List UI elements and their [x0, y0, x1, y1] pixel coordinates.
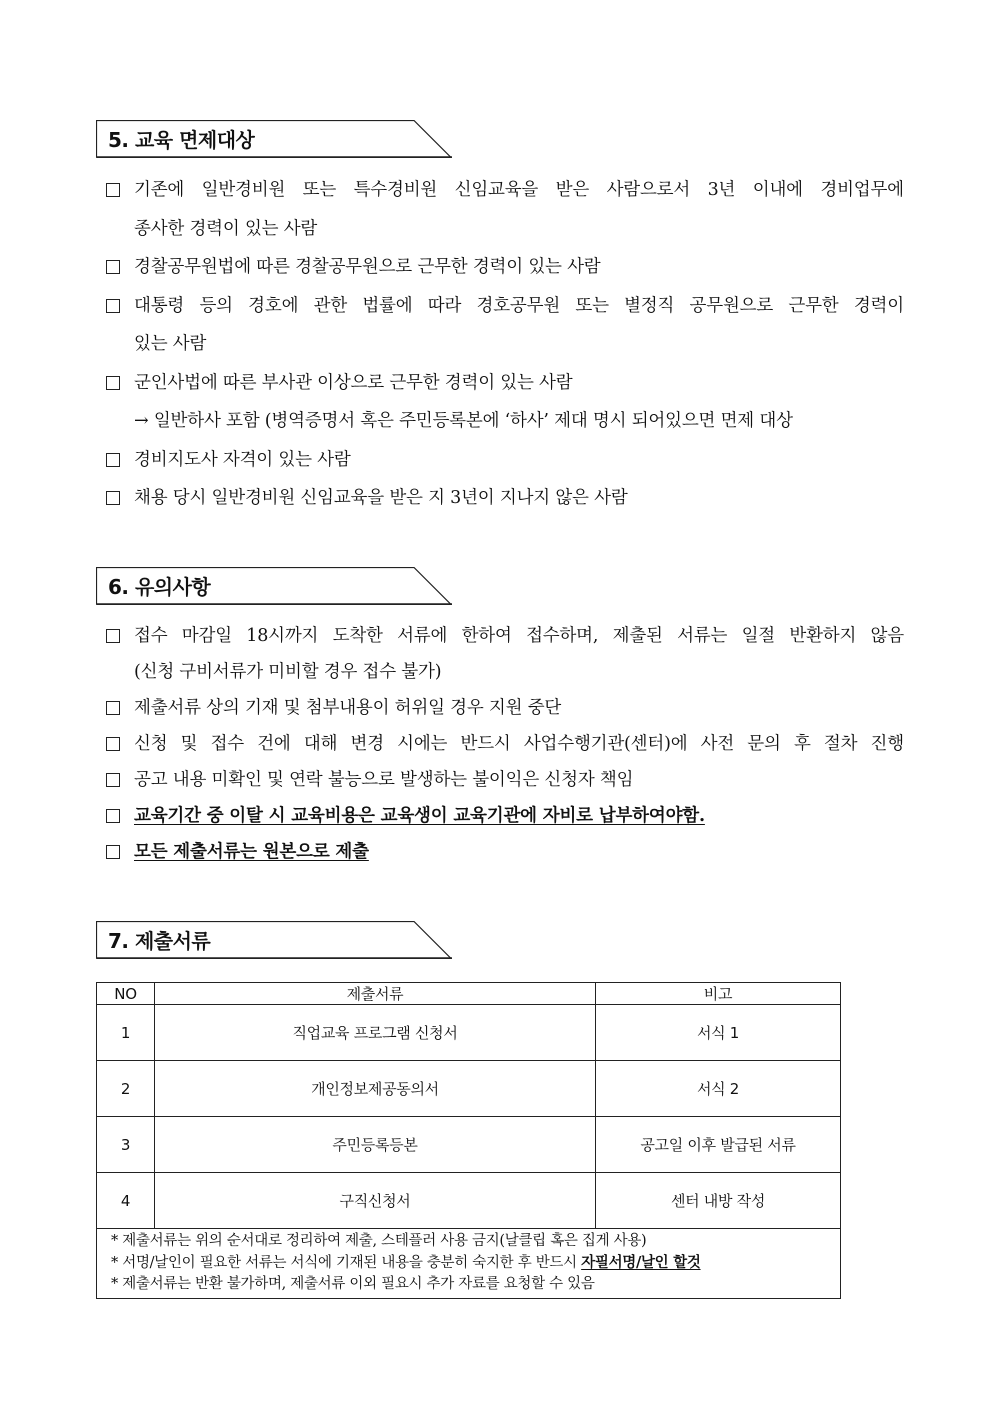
item-sub-line: → 일반하사 포함 (병역증명서 혹은 주민등록본에 ‘하사’ 제대 명시 되어있으면 면제 대상 [134, 411, 793, 431]
note-line: * 제출서류는 반환 불가하며, 제출서류 이외 필요시 추가 자료를 요청할 수 있음 [111, 1276, 595, 1292]
item-line: 제출서류 상의 기재 및 첨부내용이 허위일 경우 지원 중단 [134, 698, 562, 718]
checkbox-icon [106, 773, 120, 787]
checkbox-icon [106, 260, 120, 274]
cell-no: 2 [97, 1061, 155, 1117]
section-6-list [104, 618, 904, 870]
checkbox-icon [106, 809, 120, 823]
list-item-emphasized [104, 834, 904, 870]
checkbox-icon [106, 845, 120, 859]
list-item [104, 479, 904, 518]
col-header-remarks: 비고 [596, 983, 841, 1005]
col-header-no: NO [97, 983, 155, 1005]
item-line: 교육기간 중 이탈 시 교육비용은 교육생이 교육기관에 자비로 납부하여야함. [134, 806, 705, 826]
section-7-header [96, 921, 451, 959]
section-7-title: 7. 제출서류 [108, 929, 211, 953]
list-item [104, 171, 904, 248]
item-line: 기존에 일반경비원 또는 특수경비원 신임교육을 받은 사람으로서 3년 이내에 경비업무에 [134, 180, 904, 200]
table-row [97, 1005, 841, 1061]
item-line: 신청 및 접수 건에 대해 변경 시에는 반드시 사업수행기관(센터)에 사전 문의 후 절차 진행 [134, 734, 904, 754]
list-item-emphasized [104, 798, 904, 834]
cell-no: 3 [97, 1117, 155, 1173]
item-line: 종사한 경력이 있는 사람 [134, 218, 318, 239]
section-5-title: 5. 교육 면제대상 [108, 128, 255, 152]
list-item [104, 287, 904, 364]
section-6-title: 6. 유의사항 [108, 575, 211, 599]
checkbox-icon [106, 701, 120, 715]
item-line: 채용 당시 일반경비원 신임교육을 받은 지 3년이 지나지 않은 사람 [134, 488, 628, 508]
table-notes-row [97, 1229, 841, 1299]
table-row [97, 1117, 841, 1173]
item-line: (신청 구비서류가 미비할 경우 접수 불가) [134, 662, 442, 682]
list-item [104, 762, 904, 798]
table-row [97, 1061, 841, 1117]
item-line: 군인사법에 따른 부사관 이상으로 근무한 경력이 있는 사람 [134, 372, 573, 393]
checkbox-icon [106, 737, 120, 751]
cell-remark: 서식 1 [596, 1005, 841, 1061]
cell-no: 1 [97, 1005, 155, 1061]
section-5-header [96, 120, 451, 158]
list-item [104, 726, 904, 762]
section-5-list [104, 171, 904, 518]
checkbox-icon [106, 376, 120, 390]
table-notes [97, 1229, 841, 1299]
documents-table [96, 982, 841, 1299]
note-line: * 제출서류는 위의 순서대로 정리하여 제출, 스테플러 사용 금지(날클립 혹은 집게 사용) [111, 1233, 647, 1249]
list-item [104, 248, 904, 287]
checkbox-icon [106, 491, 120, 505]
col-header-documents: 제출서류 [155, 983, 596, 1005]
note-line [111, 1252, 840, 1274]
item-line: 경비지도사 자격이 있는 사람 [134, 449, 351, 470]
item-line: 모든 제출서류는 원본으로 제출 [134, 842, 369, 862]
list-item [104, 690, 904, 726]
checkbox-icon [106, 629, 120, 643]
cell-remark: 센터 내방 작성 [596, 1173, 841, 1229]
section-6-header [96, 567, 451, 605]
cell-remark: 서식 2 [596, 1061, 841, 1117]
item-line: 접수 마감일 18시까지 도착한 서류에 한하여 접수하며, 제출된 서류는 일절 반환하지 않음 [134, 626, 904, 646]
item-line: 있는 사람 [134, 334, 207, 354]
item-line: 경찰공무원법에 따른 경찰공무원으로 근무한 경력이 있는 사람 [134, 257, 601, 277]
note-emphasis: 자필서명/날인 할것 [581, 1254, 701, 1271]
item-line: 대통령 등의 경호에 관한 법률에 따라 경호공무원 또는 별정직 공무원으로 근무한 경력이 [134, 295, 904, 316]
cell-document: 주민등록등본 [155, 1117, 596, 1173]
checkbox-icon [106, 183, 120, 197]
item-line: 공고 내용 미확인 및 연락 불능으로 발생하는 불이익은 신청자 책임 [134, 770, 634, 790]
cell-document: 개인정보제공동의서 [155, 1061, 596, 1117]
table-row [97, 1173, 841, 1229]
cell-no: 4 [97, 1173, 155, 1229]
checkbox-icon [106, 453, 120, 467]
cell-remark: 공고일 이후 발급된 서류 [596, 1117, 841, 1173]
note-text: * 서명/날인이 필요한 서류는 서식에 기재된 내용을 충분히 숙지한 후 반드시 [111, 1255, 582, 1271]
cell-document: 구직신청서 [155, 1173, 596, 1229]
list-item [104, 618, 904, 690]
cell-document: 직업교육 프로그램 신청서 [155, 1005, 596, 1061]
list-item [104, 441, 904, 480]
list-item [104, 364, 904, 441]
table-header-row [97, 983, 841, 1005]
checkbox-icon [106, 299, 120, 313]
